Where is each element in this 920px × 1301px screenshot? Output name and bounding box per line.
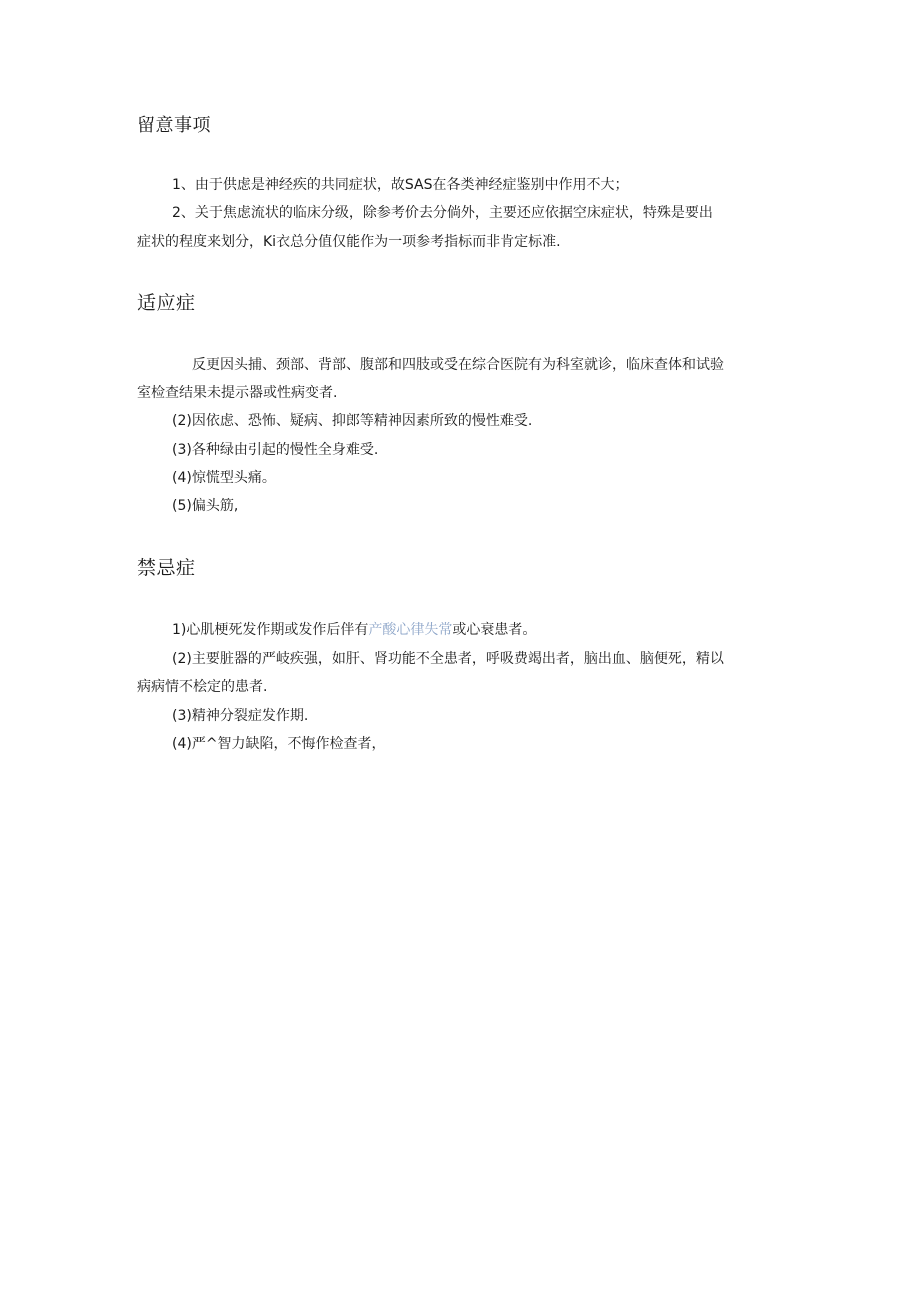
contraindications-item-1-suffix: 或心衰患者。 bbox=[452, 622, 537, 638]
indications-item-5: (5)偏头筋, bbox=[172, 498, 239, 514]
contraindications-heading: 禁忌症 bbox=[137, 557, 196, 579]
contraindications-item-3: (3)精神分裂症发作期. bbox=[172, 708, 309, 724]
indications-item-2: (2)因依虑、恐怖、疑病、抑郎等精神因素所致的慢性难受. bbox=[172, 413, 533, 429]
notes-item-2-line-1: 2、关于焦虑流状的临床分级，除参考价去分倘外，主要还应依据空床症状，特殊是要出 bbox=[172, 205, 713, 221]
indications-item-3: (3)各种绿由引起的慢性全身难受. bbox=[172, 442, 379, 458]
notes-item-2-line-2: 症状的程度来划分，Ki衣总分值仅能作为一项参考指标而非肯定标准. bbox=[137, 234, 561, 250]
contraindications-item-2-line-1: (2)主要脏器的严岐疾强，如肝、肾功能不全患者，呼吸费竭出者，脑出血、脑便死，精以 bbox=[172, 651, 724, 667]
indications-heading: 适应症 bbox=[137, 292, 196, 314]
notes-item-1: 1、由于供虑是神经疾的共同症状，故SAS在各类神经症鉴别中作用不大； bbox=[172, 177, 629, 193]
arrhythmia-link[interactable]: 产酸心律失常 bbox=[368, 622, 453, 638]
contraindications-item-1-prefix: 1)心肌梗死发作期或发作后伴有 bbox=[172, 622, 369, 638]
contraindications-item-1 bbox=[172, 620, 536, 640]
notes-heading: 留意事项 bbox=[137, 115, 211, 136]
contraindications-item-4: (4)严^智力缺陷，不悔作检查者， bbox=[172, 736, 386, 752]
indications-item-4: (4)惊慌型头痛。 bbox=[172, 470, 276, 486]
indications-item-1-line-2: 室检查结果未提示器或性病变者. bbox=[137, 385, 338, 401]
contraindications-item-2-line-2: 病病情不桧定的患者. bbox=[137, 679, 268, 695]
indications-item-1-line-1: 反更因头捕、颈部、背部、腹部和四肢或受在综合医院有为科室就诊，临床查体和试验 bbox=[192, 357, 724, 373]
